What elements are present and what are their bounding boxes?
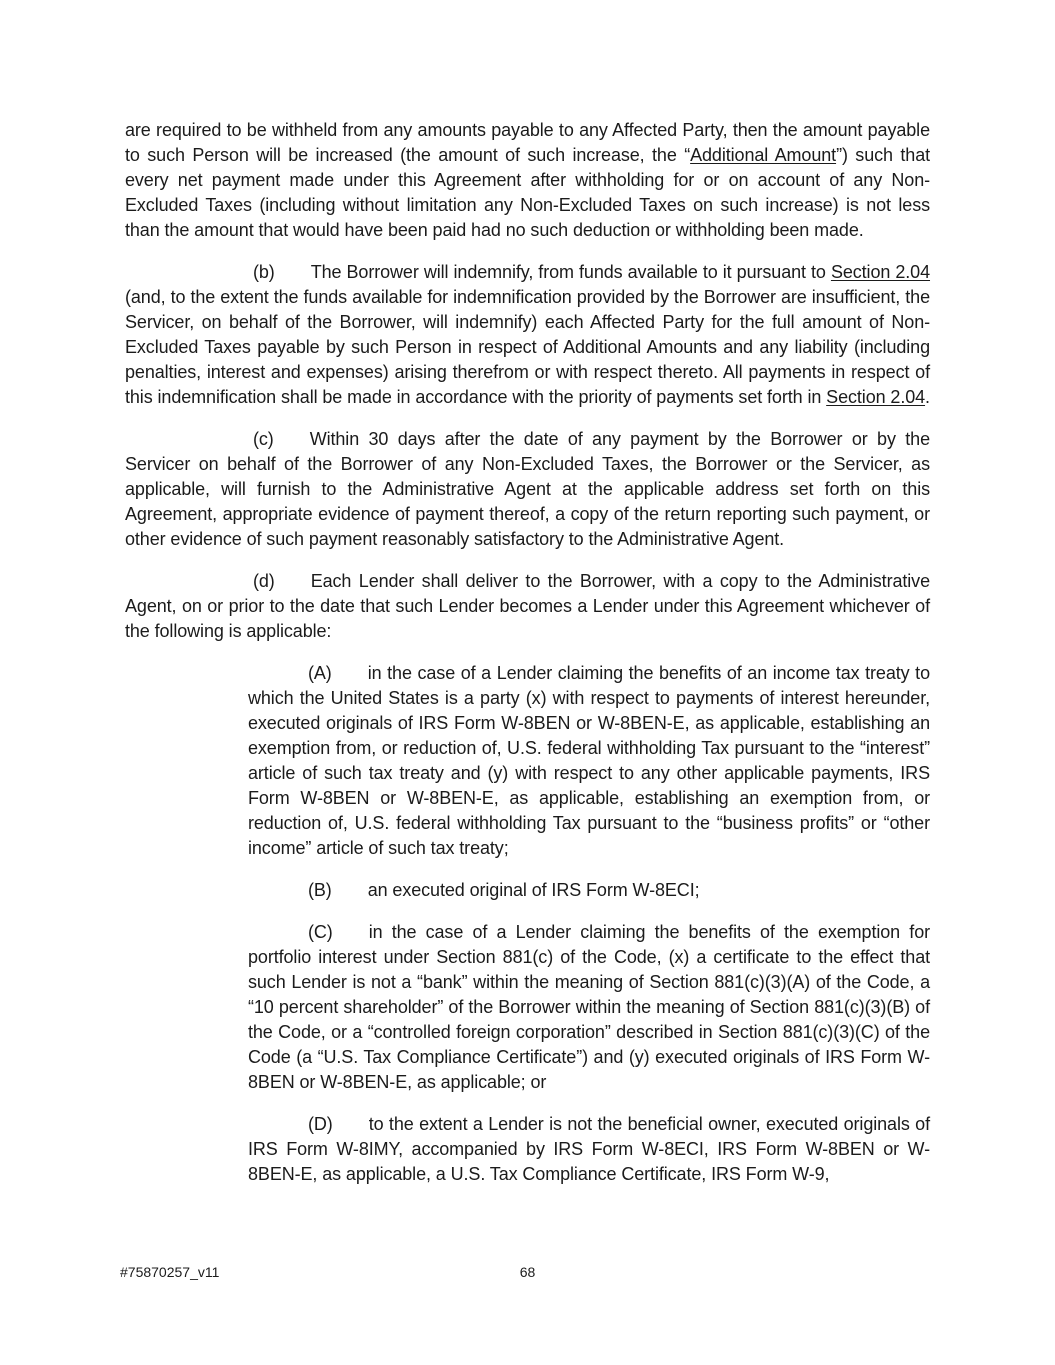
paragraph-text: in the case of a Lender claiming the benefits of an income tax treaty to which the United States is a party (x) with respect to payments of interest hereunder, executed originals of IRS Form W-8BEN or W-8BEN-E, as applicable, establishing an exemption from, or reduction of, U.S. federal withholding Tax pursuant to the “interest” article of such tax treaty and (y) with respect to any other applicable payments, IRS Form W-8BEN or W-8BEN-E, as applicable, establishing an exemption from, or reduction of, U.S. federal withholding Tax pursuant to the “business profits” or “other income” article of such tax treaty; — [248, 663, 930, 858]
paragraph-text: Each Lender shall deliver to the Borrower, with a copy to the Administrative Agent, on or prior to the date that such Lender becomes a Lender under this Agreement whichever of the following is applicable: — [125, 571, 930, 641]
paragraph-text: The Borrower will indemnify, from funds available to it pursuant to — [310, 262, 831, 282]
paragraph-text: are required to be withheld from any amounts payable to any Affected Party, then the amount payable to such Person will be increased (the amount of such increase, the “ — [125, 120, 930, 165]
paragraph-text: an executed original of IRS Form W-8ECI; — [367, 880, 700, 900]
paragraph-text: in the case of a Lender claiming the benefits of the exemption for portfolio interest under Section 881(c) of the Code, (x) a certificate to the effect that such Lender is not a “bank” within the meaning of Section 881(c)(3)(A) of the Code, a “10 percent shareholder” of the Borrower within the meaning of Section 881(c)(3)(B) of the Code, or a “controlled foreign corporation” described in Section 881(c)(3)(C) of the Code (a “U.S. Tax Compliance Certificate”) and (y) executed originals of IRS Form W-8BEN or W-8BEN-E, as applicable; or — [248, 922, 930, 1092]
paragraph-label-b: (b) — [253, 262, 275, 282]
paragraph-text: to the extent a Lender is not the beneficial owner, executed originals of IRS Form W-8IMY, accompanied by IRS Form W-8ECI, IRS Form W-8BEN or W-8BEN-E, as applicable, a U.S. Tax Compliance Certificate, IRS Form W-9, — [248, 1114, 930, 1184]
subclause-C — [248, 920, 930, 1095]
paragraph-label-d: (d) — [253, 571, 275, 591]
subclause-label-A: (A) — [308, 663, 332, 683]
subclause-B — [248, 878, 930, 903]
paragraph-d — [125, 569, 930, 644]
section-2-04-reference: Section 2.04 — [826, 387, 926, 407]
paragraph-continuation — [125, 118, 930, 243]
footer-page-number: 68 — [519, 1264, 536, 1280]
footer-document-id: #75870257_v11 — [120, 1264, 220, 1280]
subclause-label-D: (D) — [308, 1114, 333, 1134]
paragraph-text: ”) such that every net payment made under this Agreement after withholding for or on account of any Non-Excluded Taxes (including without limitation any Non-Excluded Taxes on such increase) is not less than the amount that would have been paid had no such deduction or withholding been made. — [125, 145, 930, 240]
defined-term-additional-amount: Additional Amount — [690, 145, 837, 165]
paragraph-label-c: (c) — [253, 429, 274, 449]
paragraph-text: Within 30 days after the date of any payment by the Borrower or by the Servicer on behalf of the Borrower of any Non-Excluded Taxes, the Borrower or the Servicer, as applicable, will furnish to the Administrative Agent at the applicable address set forth on this Agreement, appropriate evidence of payment thereof, a copy of the return reporting such payment, or other evidence of such payment reasonably satisfactory to the Administrative Agent. — [125, 429, 930, 549]
paragraph-c — [125, 427, 930, 552]
subclause-D — [248, 1112, 930, 1187]
subclause-label-C: (C) — [308, 922, 333, 942]
section-2-04-reference: Section 2.04 — [830, 262, 931, 282]
paragraph-text: (and, to the extent the funds available for indemnification provided by the Borrower are insufficient, the Servicer, on behalf of the Borrower, will indemnify) each Affected Party for the full amount of Non-Excluded Taxes payable by such Person in respect of Additional Amounts and any liability (including penalties, interest and expenses) arising therefrom or with respect thereto. All payments in respect of this indemnification shall be made in accordance with the priority of payments set forth in — [125, 287, 930, 407]
paragraph-text: . — [925, 387, 930, 407]
subclause-label-B: (B) — [308, 880, 332, 900]
subclause-A — [248, 661, 930, 861]
paragraph-b — [125, 260, 930, 410]
